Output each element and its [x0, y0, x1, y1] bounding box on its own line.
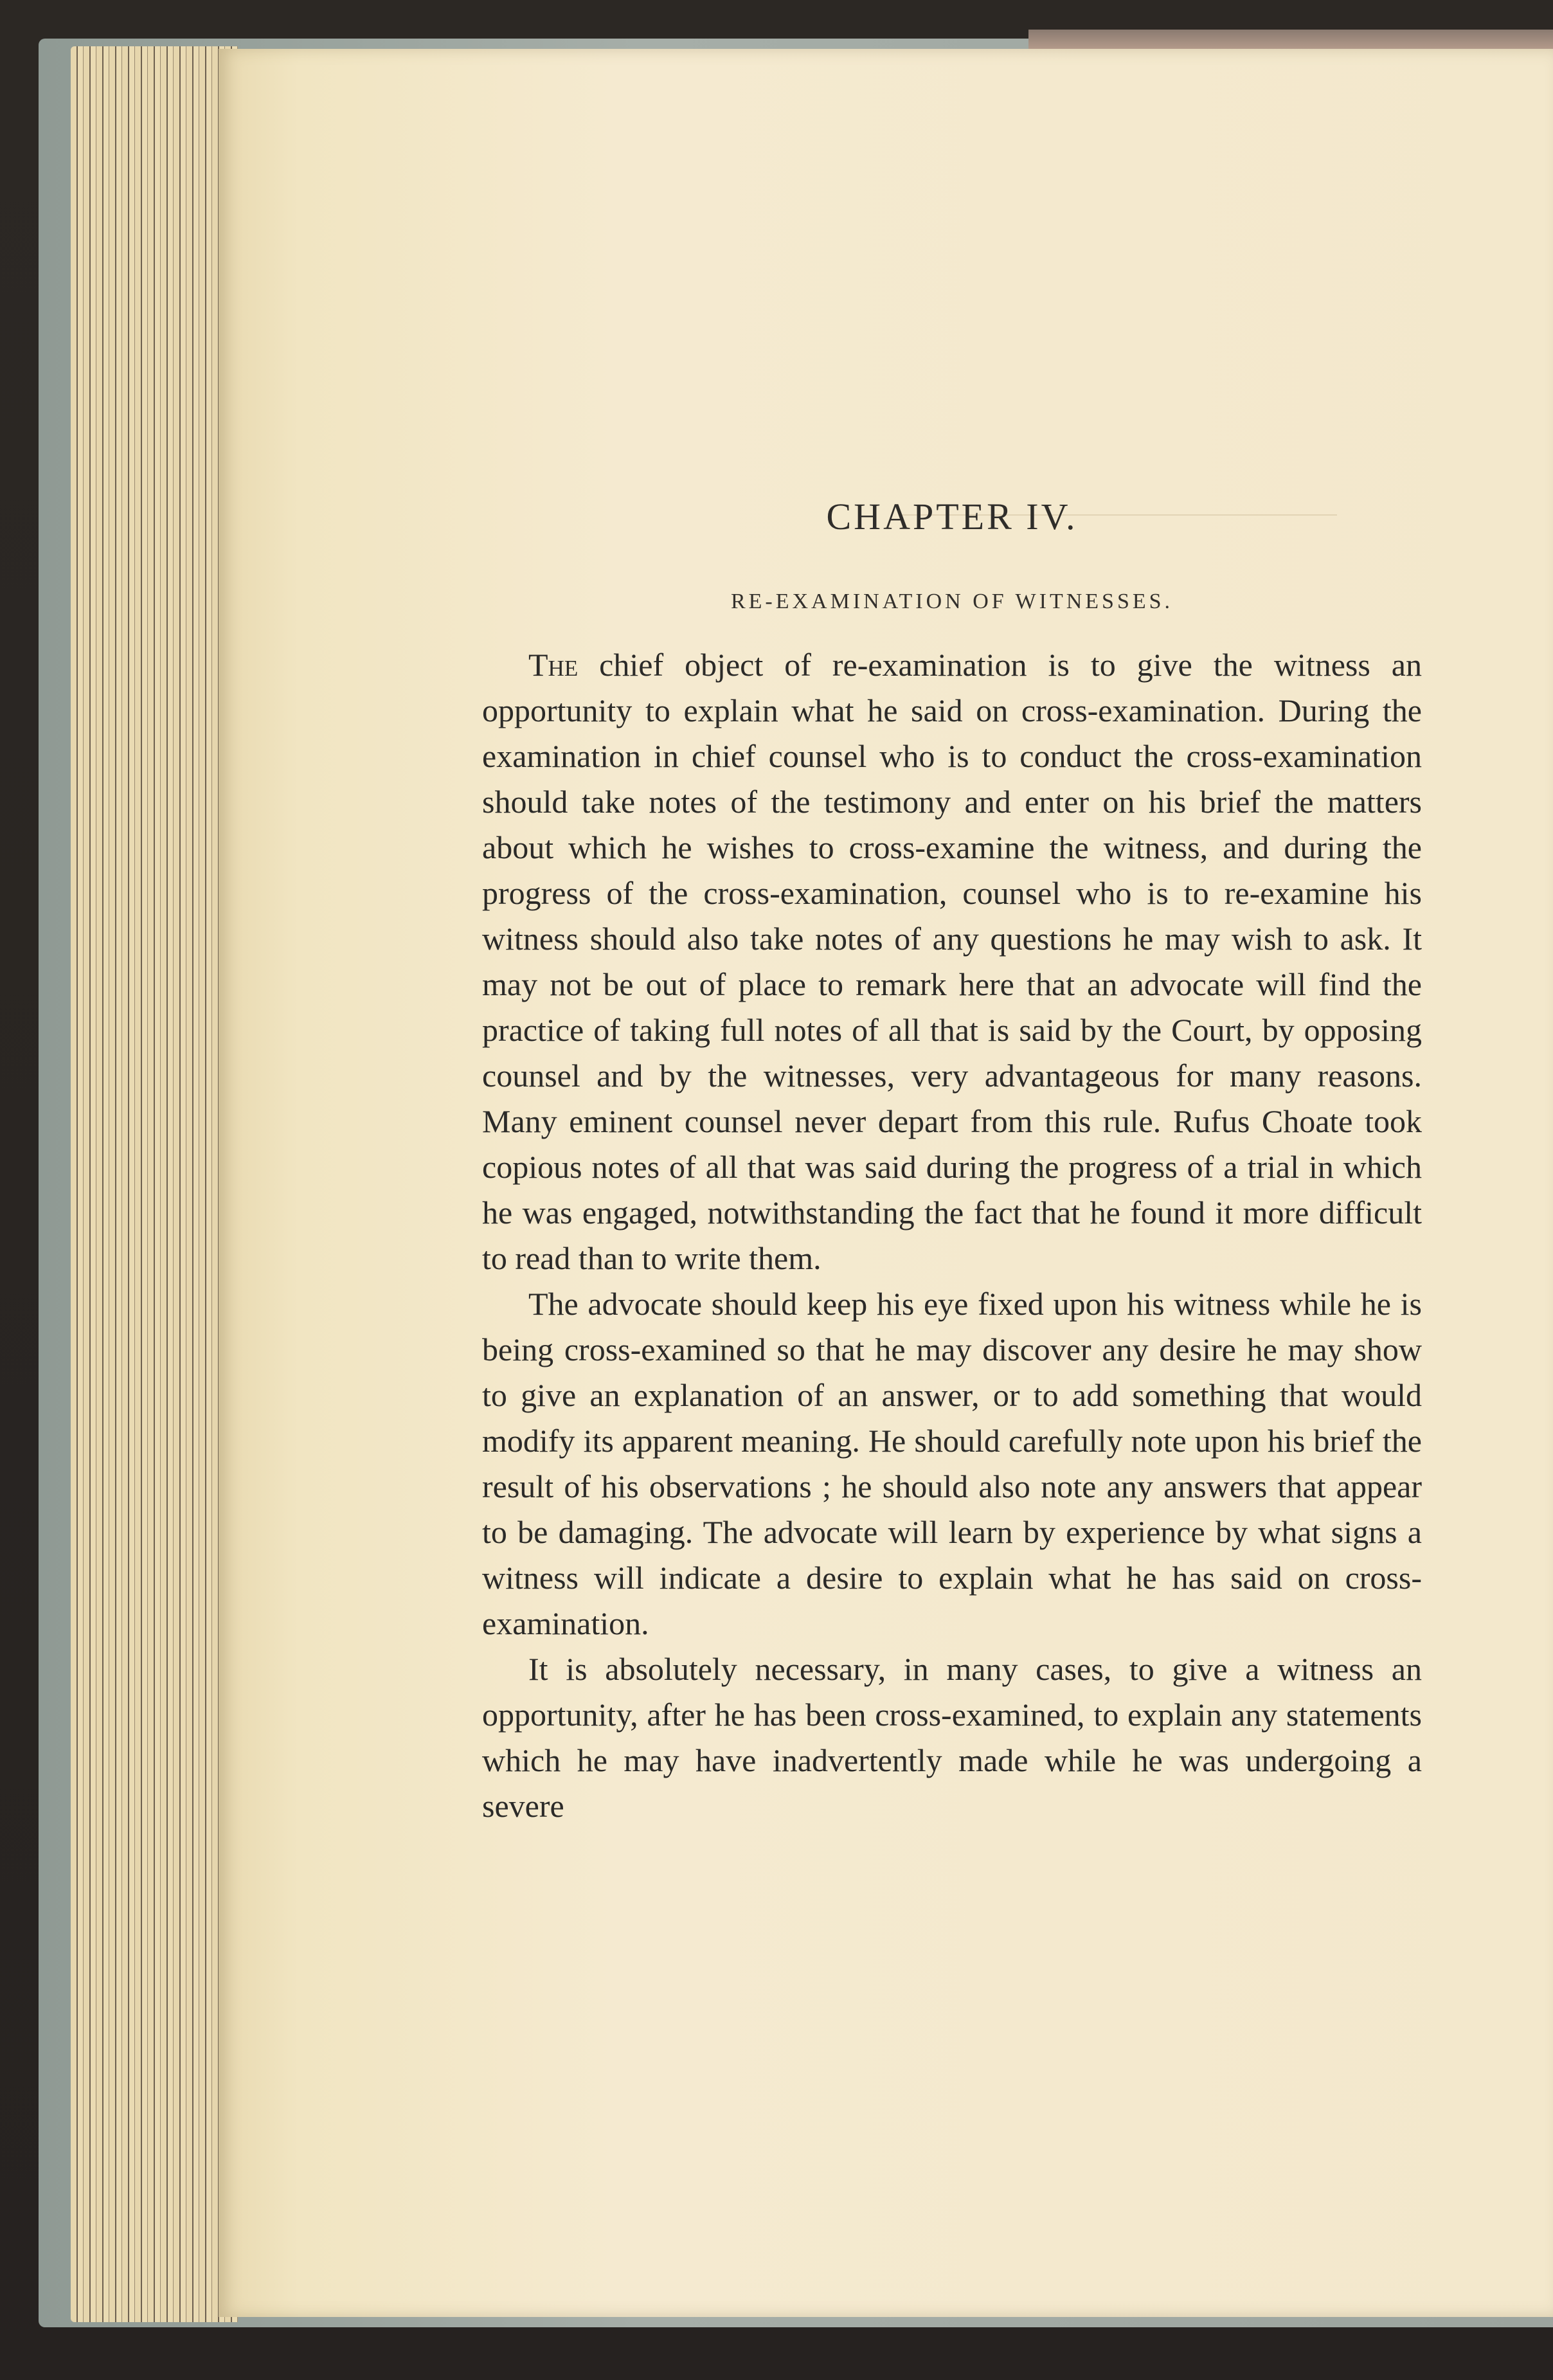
paragraph-1-text: chief object of re-examination is to give the witness an opportunity to explain what he said on cross-examination. During the examination in chief counsel who is to conduct the cross-examination should take notes of the testimony and enter on his brief the matters about which he wishes to cross-examine the witness, and during the progress of the cross-examination, counsel who is to re-examine his witness should also take notes of any questions he may wish to ask. It may not be out of place to remark here that an advocate will find the practice of taking full notes of all that is said by the Court, by opposing counsel and by the witnesses, very advantageous for many reasons. Many eminent counsel never depart from this rule. Rufus Choate took copious notes of all that was said during the progress of a trial in which he was engaged, notwithstanding the fact that he found it more difficult to read than to write them.: [482, 647, 1422, 1276]
page-text: [482, 495, 1422, 1829]
chapter-subtitle: RE-EXAMINATION OF WITNESSES.: [730, 590, 1174, 613]
cover-top-edge: [1028, 30, 1553, 49]
paragraph-3-text: It is absolutely necessary, in many cases, to give a witness an opportunity, after he has been cross-examined, to explain any statements which he may have inadvertently made while he was undergoing a severe: [482, 1651, 1422, 1824]
chapter-title: CHAPTER IV.: [826, 496, 1078, 537]
paragraph-1: [482, 642, 1422, 1281]
paragraph-3: [482, 1646, 1422, 1829]
paragraph-1-lead: The: [528, 647, 579, 683]
paragraph-2: [482, 1281, 1422, 1646]
paragraph-2-text: The advocate should keep his eye fixed upon his witness while he is being cross-examined so that he may discover any desire he may show to give an explanation of an answer, or to add something that would modify its apparent meaning. He should carefully note upon his brief the result of his observations ; he should also note any answers that appear to be damaging. The advocate will learn by experience by what signs a witness will indicate a desire to explain what he has said on cross-examination.: [482, 1286, 1422, 1641]
page-edges: [71, 46, 238, 2322]
